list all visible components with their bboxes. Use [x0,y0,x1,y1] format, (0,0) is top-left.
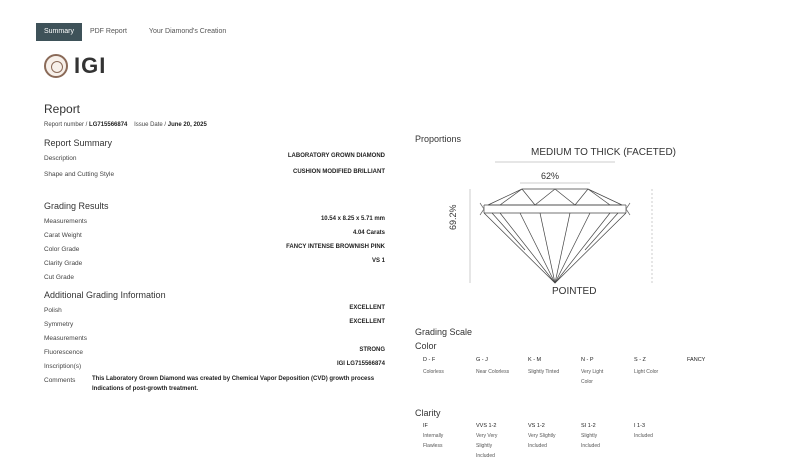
row-value: IGI LG715566874 [336,361,385,367]
row-label: Polish [44,307,62,314]
clarity-scale-code: VVS 1-2 [476,423,497,429]
diamond-proportions-diagram [440,145,670,295]
color-scale-code: G - J [476,357,488,363]
igi-seal-icon [44,54,68,78]
girdle-label: MEDIUM TO THICK (FACETED) [531,147,677,158]
clarity-scale-code: IF [423,423,428,429]
row-value: FANCY INTENSE BROWNISH PINK [286,244,385,250]
clarity-scale-desc: Very Slightly Included [528,433,556,449]
report-number-value: LG715566874 [89,122,128,128]
table-percent: 62% [541,171,560,181]
logo-text: IGI [74,53,107,78]
color-scale-desc: Near Colorless [476,369,510,375]
row-value: 10.54 x 8.25 x 5.71 mm [320,216,385,222]
row-value: LABORATORY GROWN DIAMOND [287,153,385,159]
color-scale-code: FANCY [687,357,706,363]
clarity-scale-desc: Slightly Included [581,433,600,449]
clarity-scale-desc: Included [634,433,653,439]
report-meta [44,122,207,128]
comments-value: This Laboratory Grown Diamond was created by Chemical Vapor Deposition (CVD) growth process Indications of post-growth treatment. [92,376,375,392]
color-scale-desc: Light Color [634,369,659,375]
report-number-label: Report number / [44,122,88,128]
issue-date-value: June 20, 2025 [167,122,207,128]
row-label: Fluorescence [44,349,84,356]
color-scale-code: S - Z [634,357,646,363]
row-value: EXCELLENT [349,319,385,325]
clarity-scale-code: VS 1-2 [528,423,545,429]
color-scale-desc: Colorless [423,369,444,375]
row-label: Measurements [44,335,87,342]
row-label: Shape and Cutting Style [44,171,115,178]
row-value: 4.04 Carats [352,230,385,236]
igi-logo [44,53,106,79]
row-label: Clarity Grade [44,260,83,267]
depth-percent: 69.2% [448,204,458,230]
row-value: CUSHION MODIFIED BRILLIANT [293,169,385,175]
comments-label: Comments [44,377,76,384]
tab-diamond-creation[interactable]: Your Diamond's Creation [148,28,227,35]
row-value: EXCELLENT [349,305,385,311]
tab-bar [36,23,234,41]
row-label: Inscription(s) [44,363,82,370]
row-value: VS 1 [371,258,385,264]
section-title-grading: Grading Results [44,201,109,211]
row-label: Carat Weight [44,232,82,239]
color-scale-desc: Slightly Tinted [528,369,560,375]
page-title: Report [44,102,81,116]
section-title-grading-scale: Grading Scale [415,327,473,337]
crown-outline [488,189,622,205]
row-label: Cut Grade [44,274,74,281]
section-title-proportions: Proportions [415,134,462,144]
color-scale-code: D - F [423,357,436,363]
color-scale-code: N - P [581,357,594,363]
tab-pdf-report[interactable]: PDF Report [89,28,127,35]
clarity-scale-title: Clarity [415,408,441,418]
clarity-scale-code: SI 1-2 [581,423,596,429]
pavilion-outline [484,213,626,283]
row-value: STRONG [359,347,385,353]
section-title-summary: Report Summary [44,138,113,148]
color-scale-title: Color [415,341,437,351]
issue-date-label: Issue Date / [134,122,167,128]
section-title-additional: Additional Grading Information [44,290,166,300]
tab-summary[interactable]: Summary [36,23,82,41]
clarity-scale-desc: Very Very Slightly Included [476,433,498,458]
row-label: Symmetry [44,321,74,328]
culet-label: POINTED [552,286,597,297]
row-label: Color Grade [44,246,80,253]
clarity-scale-code: I 1-3 [634,423,646,429]
row-label: Description [44,155,77,162]
clarity-scale-desc: Internally Flawless [423,433,444,449]
color-scale-code: K - M [528,357,542,363]
row-label: Measurements [44,218,87,225]
color-scale-desc: Very Light Color [581,369,604,385]
